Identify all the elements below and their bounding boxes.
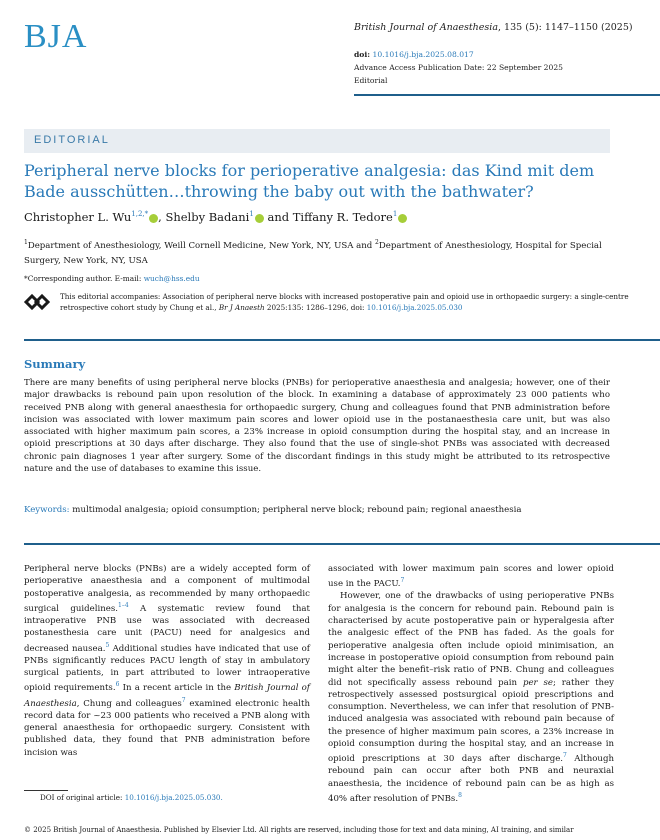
accompanies-text: This editorial accompanies: Association of peripheral nerve blocks with increased postoperative pain and opioid use in orthopaedic surgery: a single-centre retrospective cohort study by Chung et al., (60, 292, 629, 312)
doi-link[interactable]: 10.1016/j.bja.2025.08.017 (372, 50, 474, 59)
reference-link[interactable]: 7 (400, 577, 405, 585)
body-text: ; rather they retrospectively assessed postsurgical opioid prescriptions and consumption. Nevertheless, we can infer that resolution of PNB-induced analgesia was associated with rebound pain because of the presence of higher maximum pain scores, a 23% increase in opioid consumption during the hospital stay, and an increase in opioid prescriptions at 30 days after discharge. (328, 677, 614, 765)
body-text: examined electronic health record data for ~23 000 patients who received a PNB along with general anaesthesia for orthopaedic surgery. Consistent with published data, they found that PNB administration before incision was (24, 698, 310, 758)
keywords-text: multimodal analgesia; opioid consumption; peripheral nerve block; rebound pain; regional anaesthesia (69, 505, 522, 515)
section-bar (24, 129, 610, 153)
journal-name-inline: British Journal of Anaesthesia (24, 683, 310, 709)
affiliations (24, 235, 614, 269)
body-text-italic: per se (522, 677, 554, 688)
body-text: Although rebound pain can occur after both PNB and neuraxial anaesthesia, the incidence of rebound pain can be as high as 40% after resolution of PNBs. (328, 754, 614, 804)
divider (24, 339, 660, 341)
body-text: In a recent article in the (119, 683, 235, 694)
reference-link[interactable]: 5 (105, 641, 110, 649)
author-affil-ref: 1 (249, 210, 254, 219)
body-paragraph (24, 563, 310, 759)
affiliation-1: Department of Anesthesiology, Weill Cornell Medicine, New York, NY, USA and (27, 240, 376, 251)
orcid-icon[interactable] (149, 214, 158, 223)
footnote-doi-link[interactable]: 10.1016/j.bja.2025.05.030. (124, 793, 223, 802)
orcid-icon[interactable] (255, 214, 264, 223)
linked-article-icon (24, 293, 50, 311)
accompanies-pages: 2025:135: 1286–1296, doi: (264, 303, 367, 312)
author-list (24, 210, 407, 224)
author-affil-ref: 1 (392, 210, 398, 219)
journal-volume-pages: , 135 (5): 1147–1150 (2025) (498, 22, 633, 33)
author-name[interactable]: Christopher L. Wu (24, 210, 132, 224)
doi-label: doi: (354, 50, 371, 59)
affil-num: 1 (24, 239, 28, 246)
body-text: , Chung and colleagues (76, 698, 182, 709)
author-name[interactable]: Tiffany R. Tedore (292, 210, 393, 224)
body-text: A systematic review found that intraoperative PNB use was associated with decreased postanesthesia care unit (PACU) need for analgesics and decreased nausea. (24, 603, 310, 654)
article-title: Peripheral nerve blocks for perioperative analgesia: das Kind mit dem Bade ausschütten…throwing the baby out with the bathwater? (24, 161, 595, 201)
affiliation-2: Department of Anesthesiology, Hospital for Special Surgery, New York, NY, USA (24, 240, 602, 266)
summary-text: There are many benefits of using peripheral nerve blocks (PNBs) for perioperative anaesthesia and analgesia; however, one of their major drawbacks is rebound pain upon resolution of the block. In examining a database of approximately 23 000 patients who received PNB along with general anaesthesia for orthopaedic surgery, Chung and colleagues found that PNB administration before incision was associated with lower maximum pain scores and lower opioid use in the postanaesthesia care unit, but was also associated with higher maximum pain scores, a 23% increase in opioid consumption during the hospital stay, and an increase in opioid prescriptions at 30 days after discharge. They also found that the use of single-shot PNBs was associated with decreased chronic pain diagnoses 1 year after surgery. Some of the discordant findings in this study might be attributed to its retrospective nature and the use of databases to examine this issue. (24, 378, 610, 475)
accompanies-doi-link[interactable]: 10.1016/j.bja.2025.05.030 (366, 303, 463, 312)
journal-citation (354, 22, 633, 33)
copyright-notice: © 2025 British Journal of Anaesthesia. Published by Elsevier Ltd. All rights are reserved, including those for text and data mining, AI training, and similar (24, 826, 574, 834)
keywords (24, 505, 521, 515)
access-date: Advance Access Publication Date: 22 September 2025 (354, 63, 563, 72)
journal-name: British Journal of Anaesthesia (354, 22, 498, 33)
corresponding-author (24, 274, 200, 283)
author-separator: and (263, 210, 293, 224)
body-text: Peripheral nerve blocks (PNBs) are a widely accepted form of perioperative anaesthesia and a component of multimodal postoperative analgesia, as recommended by many orthopaedic surgical guidelines. (24, 564, 310, 614)
footnote-rule (24, 790, 68, 791)
affil-num: 2 (375, 239, 379, 246)
journal-logo[interactable]: BJA (24, 18, 88, 55)
body-column-right (328, 563, 614, 805)
email-link[interactable]: wuch@hss.edu (143, 274, 200, 283)
author-name[interactable]: Shelby Badani (165, 210, 250, 224)
footnote (40, 793, 223, 802)
body-column-left (24, 563, 310, 759)
footnote-label: DOI of original article: (40, 793, 125, 802)
section-label: EDITORIAL (34, 134, 110, 146)
corresponding-label: *Corresponding author. E-mail: (24, 274, 144, 283)
header-rule (354, 94, 660, 96)
accompanies-journal: Br J Anaesth (218, 303, 265, 312)
reference-link[interactable]: 7 (563, 752, 567, 760)
body-text: However, one of the drawbacks of using perioperative PNBs for analgesia is the concern for rebound pain. Rebound pain is characterised by acute postoperative pain or hyperalgesia after the analgesic effect of the PNB has faded. As the goals for perioperative analgesia often include opioid minimisation, an increase in postoperative opioid consumption from rebound pain might alter the benefit–risk ratio of PNB. Chung and colleagues did not specifically assess rebound pain (328, 591, 614, 688)
author-separator: , (158, 210, 166, 224)
author-affil-ref: 1,2,* (131, 210, 149, 219)
body-paragraph (328, 563, 614, 590)
reference-link[interactable]: 1–4 (118, 601, 129, 609)
keywords-label: Keywords: (24, 505, 70, 515)
reference-link[interactable]: 7 (181, 696, 186, 704)
divider (24, 543, 660, 545)
orcid-icon[interactable] (398, 214, 407, 223)
reference-link[interactable]: 8 (458, 792, 462, 800)
summary-heading: Summary (24, 357, 86, 371)
body-paragraph (328, 590, 614, 805)
article-type: Editorial (354, 76, 388, 85)
body-text: Additional studies have indicated that use of PNBs significantly reduces PACU length of stay in ambulatory surgical patients, in part attributed to lower intraoperative opioid requirements. (24, 643, 310, 694)
body-text: associated with lower maximum pain scores and lower opioid use in the PACU. (328, 564, 614, 590)
reference-link[interactable]: 6 (115, 681, 120, 689)
article-meta (354, 48, 563, 87)
